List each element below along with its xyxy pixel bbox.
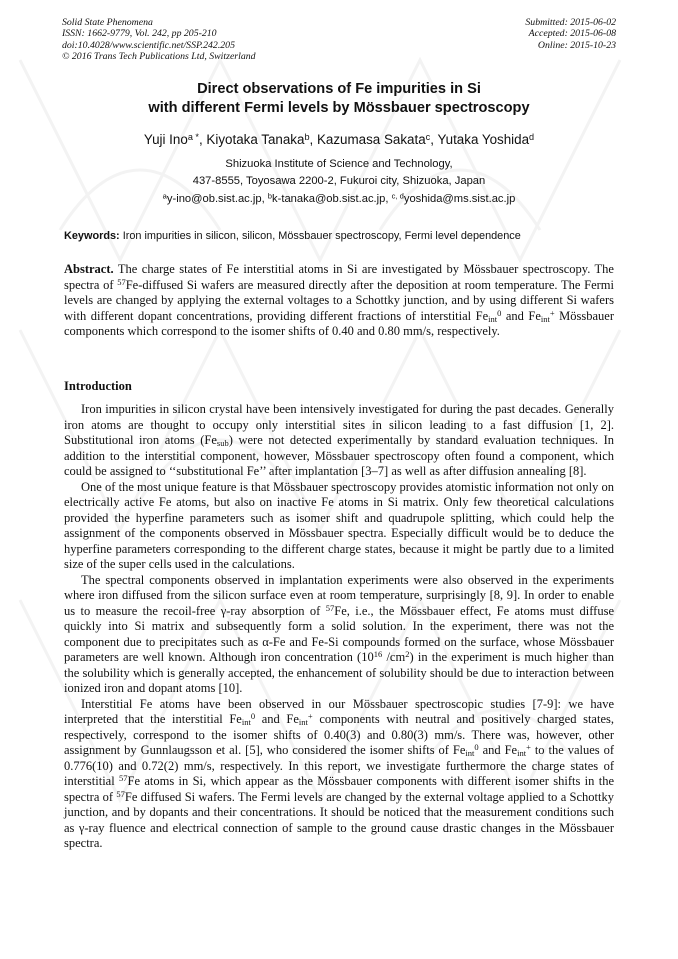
author-mark: b xyxy=(304,131,310,142)
email-address: y-ino@ob.sist.ac.jp, xyxy=(166,193,268,205)
author-mark: c xyxy=(425,131,431,142)
paragraph: One of the most unique feature is that Mössbauer spectroscopy provides atomistic information not only on electrically active Fe atoms, but also on inactive Fe atoms in Si matrix. Only few theoretical calculations provided the hyperfine parameters such as isomer shift and quadrupole splitting, which could help the assignment of the components observed in Mössbauer spectra. Especially difficult would be to deduce the hyperfine parameters corresponding to the different charge states, because it might be partly due to a limited size of the super cells used in the calculations. xyxy=(64,479,614,572)
abstract-label: Abstract. xyxy=(64,262,114,276)
author-mark: d xyxy=(529,131,535,142)
online-date: Online: 2015-10-23 xyxy=(537,39,616,51)
affiliation xyxy=(40,156,638,190)
email-address: k-tanaka@ob.sist.ac.jp, xyxy=(272,193,392,205)
author-name: Yutaka Yoshida xyxy=(437,132,530,147)
affiliation-line-2: 437-8555, Toyosawa 2200-2, Fukuroi city, Shizuoka, Japan xyxy=(192,175,486,187)
email-mark: a xyxy=(162,191,167,201)
author-emails xyxy=(40,192,638,207)
submission-dates xyxy=(525,17,616,51)
journal-name: Solid State Phenomena xyxy=(62,17,153,28)
keywords-label: Keywords: xyxy=(64,230,120,242)
keywords xyxy=(64,229,624,243)
journal-doi: doi:10.4028/www.scientific.net/SSP.242.205 xyxy=(62,39,235,51)
email-mark: c, d xyxy=(391,191,404,201)
title-line-2: with different Fermi levels by Mössbauer spectroscopy xyxy=(148,100,530,116)
accepted-date: Accepted: 2015-06-08 xyxy=(528,28,616,40)
section-heading: Introduction xyxy=(64,379,132,393)
author-name: Kiyotaka Tanaka xyxy=(206,132,305,147)
abstract: Abstract. The charge states of Fe interstitial atoms in Si are investigated by Mössbauer spectroscopy. The spectra of $^{57}$Fe-diffused Si wafers are measured directly after the deposition at room temperature. The Fermi levels are changed by applying the external voltages to a Schottky junction, and by using different Si wafers with different dopant concentrations, providing different fractions of interstitial $Fe_{int}^0$ and $Fe_{int}^+$ Mössbauer components which correspond to the isomer shifts of 0.40 and 0.80 mm/s, respectively. xyxy=(64,262,614,338)
paragraph: Interstitial Fe atoms have been observed in our Mössbauer spectroscopic studies [7-9]: we have interpreted that the interstitial $Fe_{int}^0$ and $Fe_{int}^+$ components with neutral and positively charged states, respectively, correspond to the isomer shifts of 0.40(3) and 0.80(3) mm/s. There was, however, other assignment by Gunnlaugsson et al. [5], who considered the isomer shifts of $Fe_{int}^0$ and $Fe_{int}^+$ to the values of 0.776(10) and 0.72(2) mm/s, respectively. In this report, we investigate furthermore the charge states of interstitial $^{57}$Fe atoms in Si, which appear as the Mössbauer components with different isomer shifts in the spectra of $^{57}$Fe diffused Si wafers. The Fermi levels are changed by the external voltage applied to a Schottky junction, and by dopants and their concentrations. It should be noticed that the measurement conditions such as γ-ray fluence and electrical connection of sample to the ground cause drastic changes in the Mössbauer spectra. xyxy=(64,696,614,851)
author-name: Yuji Ino xyxy=(143,132,188,147)
author-list: Yuji Ino$^{a *}$, Kiyotaka Tanaka$^b$, Kazumasa Sakata$^c$, Yutaka Yoshida$^d$ xyxy=(143,131,535,147)
paper-title xyxy=(40,80,638,118)
journal-copyright: © 2016 Trans Tech Publications Ltd, Switzerland xyxy=(62,50,256,62)
title-line-1: Direct observations of Fe impurities in Si xyxy=(197,81,481,97)
author-name: Kazumasa Sakata xyxy=(316,132,426,147)
author-mark: a * xyxy=(187,131,199,142)
keywords-text: Iron impurities in silicon, silicon, Mössbauer spectroscopy, Fermi level dependence xyxy=(119,230,521,242)
affiliation-line-1: Shizuoka Institute of Science and Technology, xyxy=(225,158,453,170)
journal-info xyxy=(62,17,256,62)
email-mark: b xyxy=(267,191,273,201)
journal-issn: ISSN: 1662-9779, Vol. 242, pp 205-210 xyxy=(62,28,217,40)
paragraph: Iron impurities in silicon crystal have been intensively investigated for during the past decades. Generally iron atoms are thought to occupy only interstitial sites in silicon leading to a fast diffusion [1, 2]. Substitutional iron atoms $(Fe_{sub})$ were not detected experimentally by standard evaluation techniques. In addition to the interstitial component, however, Mössbauer spectroscopy often found a component, which could be assigned to ‘‘substitutional Fe’’ after implantation [3–7] as well as after diffusion annealing [8]. xyxy=(64,402,615,479)
introduction-body xyxy=(64,402,614,852)
email-address: yoshida@ms.sist.ac.jp xyxy=(403,193,516,205)
paragraph: The spectral components observed in implantation experiments were also observed in the experiments where iron diffused from the silicon surface even at room temperature, surprisingly [8, 9]. In order to enable us to measure the recoil-free γ-ray absorption of $^{57}$Fe, i.e., the Mössbauer effect, Fe atoms must diffuse quickly into Si matrix and subsequently form a solid solution. In the experiment, there was not the component due to precipitates such as α-Fe and Fe-Si compounds formed on the surface, whose Mössbauer parameters are well known. Although iron concentration ($10^{16}$ $/cm^2$) in the experiment is much higher than the solubility which is generally accepted, the enhancement of solubility should be due to interaction between ionized iron and dopant atoms [10]. xyxy=(64,572,615,696)
submitted-date: Submitted: 2015-06-02 xyxy=(525,17,616,28)
